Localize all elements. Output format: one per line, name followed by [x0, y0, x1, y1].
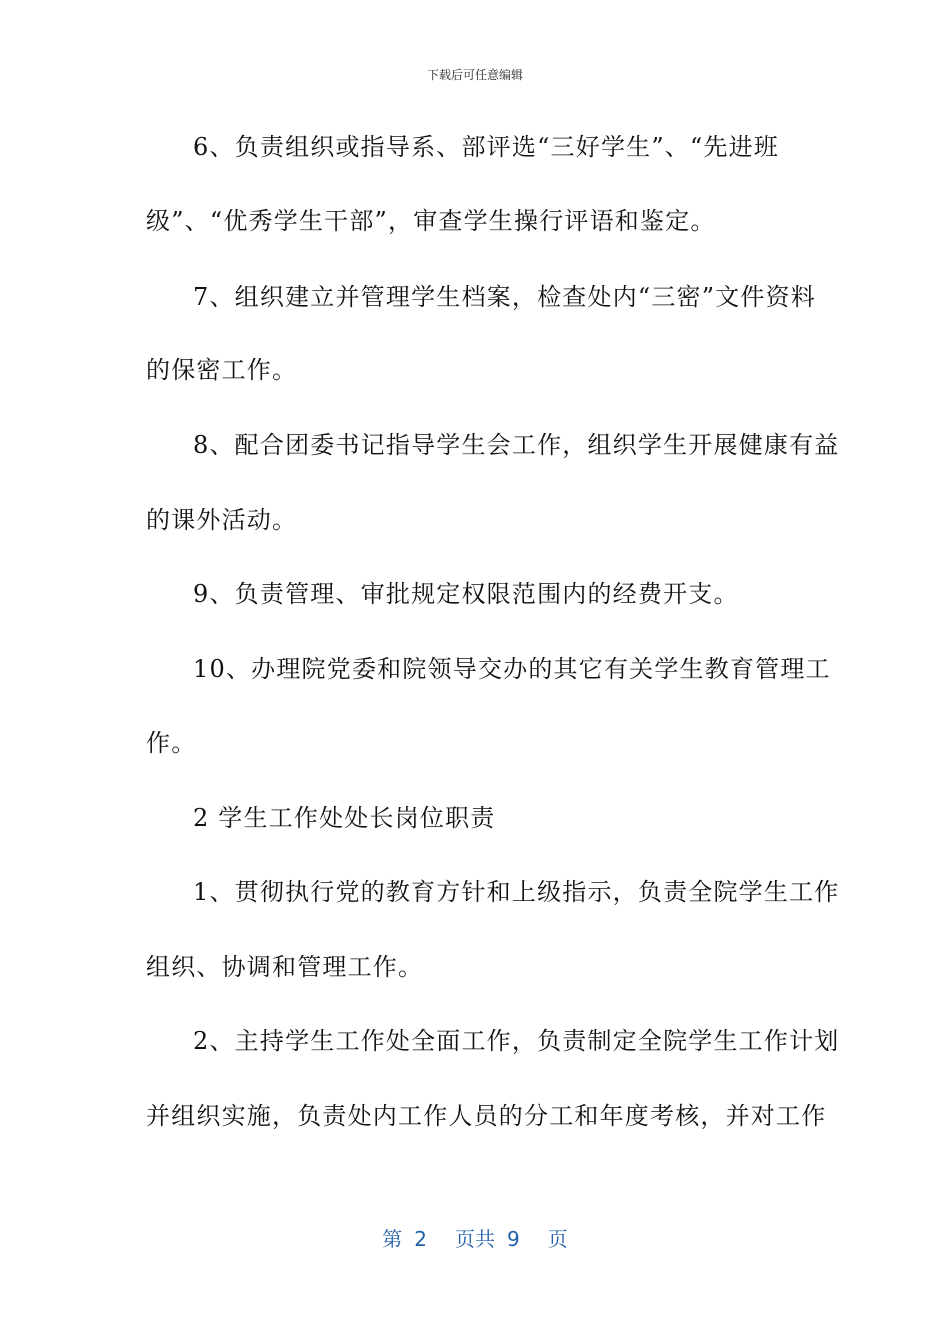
page-label-prefix: 第 — [382, 1227, 403, 1251]
page-header: 下载后可任意编辑 — [426, 68, 523, 82]
total-pages-number: 9 — [507, 1227, 520, 1251]
page-label-suffix: 页 — [547, 1227, 568, 1251]
paragraph-line: 组织、协调和管理工作。 — [146, 953, 424, 981]
paragraph-line: 的保密工作。 — [146, 356, 298, 384]
paragraph-line: 9、负责管理、审批规定权限范围内的经费开支。 — [193, 580, 739, 608]
paragraph-line: 6、负责组织或指导系、部评选“三好学生”、“先进班 — [193, 133, 780, 161]
page-label-middle: 页共 — [455, 1227, 495, 1251]
paragraph-line: 10、办理院党委和院领导交办的其它有关学生教育管理工 — [193, 655, 831, 683]
page-footer — [0, 1226, 950, 1252]
current-page-number: 2 — [414, 1227, 427, 1251]
paragraph-line: 2、主持学生工作处全面工作，负责制定全院学生工作计划 — [193, 1027, 840, 1055]
section-heading: 2 学生工作处处长岗位职责 — [193, 804, 496, 832]
paragraph-line: 7、组织建立并管理学生档案，检查处内“三密”文件资料 — [193, 283, 817, 311]
paragraph-line: 1、贯彻执行党的教育方针和上级指示，负责全院学生工作 — [193, 878, 840, 906]
paragraph-line: 8、配合团委书记指导学生会工作，组织学生开展健康有益 — [193, 431, 840, 459]
paragraph-line: 作。 — [146, 729, 197, 757]
paragraph-line: 级”、“优秀学生干部”，审查学生操行评语和鉴定。 — [146, 207, 716, 235]
paragraph-line: 的课外活动。 — [146, 506, 298, 534]
paragraph-line: 并组织实施，负责处内工作人员的分工和年度考核，并对工作 — [146, 1102, 827, 1130]
